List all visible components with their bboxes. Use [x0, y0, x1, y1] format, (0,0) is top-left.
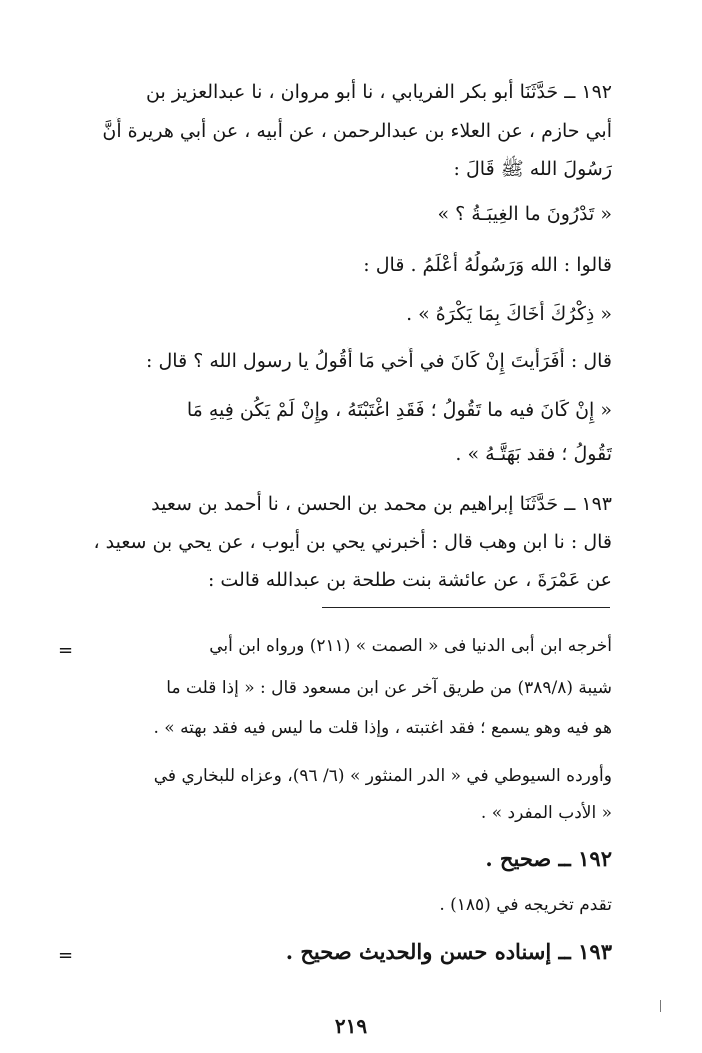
hadith-192-line-2: أبي حازم ، عن العلاء بن عبدالرحمن ، عن أبيه ، عن أبي هريرة أَنَّ: [102, 120, 612, 142]
hadith-192-line-9: تَقُولُ ؛ فقد بَهَتَّـهُ » .: [455, 443, 612, 465]
footnote-line-3: هو فيه وهو يسمع ؛ فقد اغتبته ، وإذا قلت ما ليس فيه فقد بهته » .: [153, 718, 612, 738]
hadith-192-line-5: قالوا : الله وَرَسُولُهُ أَعْلَمُ . قال :: [363, 254, 612, 276]
hadith-192-line-4: « تَدْرُونَ ما الغِيبَـةُ ؟ »: [437, 203, 612, 225]
footnote-line-5: « الأدب المفرد » .: [480, 803, 612, 823]
hadith-193-line-2: قال : نا ابن وهب قال : أخبرني يحي بن أيوب ، عن يحي بن سعيد ،: [93, 531, 612, 553]
footnote-line-2: شيبة (٣٨٩/٨) من طريق آخر عن ابن مسعود قال : « إذا قلت ما: [166, 678, 612, 698]
hadith-193-line-1: ١٩٣ ــ حَدَّثَنَا إبراهيم بن محمد بن الحسن ، نا أحمد بن سعيد: [151, 493, 612, 515]
hadith-192-line-6: « ذِكْرُكَ أَخَاكَ بِمَا يَكْرَهُ » .: [406, 303, 612, 325]
margin-mark: [660, 1000, 662, 1012]
hadith-192-line-1: ١٩٢ ــ حَدَّثَنَا أبو بكر الفريابي ، نا أبو مروان ، نا عبدالعزيز بن: [146, 81, 612, 103]
page-number: ٢١٩: [334, 1014, 368, 1038]
grading-heading-192: ١٩٢ ــ صحيح .: [485, 846, 612, 871]
footnote-line-4: وأورده السيوطي في « الدر المنثور » (٦/ ٩٦)، وعزاه للبخاري في: [153, 766, 612, 786]
footnote-line-1: أخرجه ابن أبى الدنيا فى « الصمت » (٢١١) ورواه ابن أبي: [209, 636, 612, 656]
footnote-end-marker: =: [58, 945, 74, 966]
grading-note-192: تقدم تخريجه في (١٨٥) .: [439, 895, 612, 915]
hadith-193-line-3: عن عَمْرَةَ ، عن عائشة بنت طلحة بن عبدالله قالت :: [207, 569, 612, 591]
footnote-separator: [322, 607, 610, 608]
hadith-192-line-8: « إِنْ كَانَ فيه ما تَقُولُ ؛ فَقَدِ اغْتَبْتَهُ ، وإِنْ لَمْ يَكُن فِيهِ مَا: [186, 399, 612, 421]
footnote-continuation-marker: =: [58, 640, 74, 661]
hadith-192-line-3: رَسُولَ الله ﷺ قَالَ :: [453, 158, 612, 180]
hadith-192-line-7: قال : أَفَرَأَيتَ إِنْ كَانَ في أَخي مَا أَقُولُ يا رسول الله ؟ قال :: [146, 350, 612, 372]
grading-heading-193: ١٩٣ ــ إسناده حسن والحديث صحيح .: [285, 939, 612, 964]
